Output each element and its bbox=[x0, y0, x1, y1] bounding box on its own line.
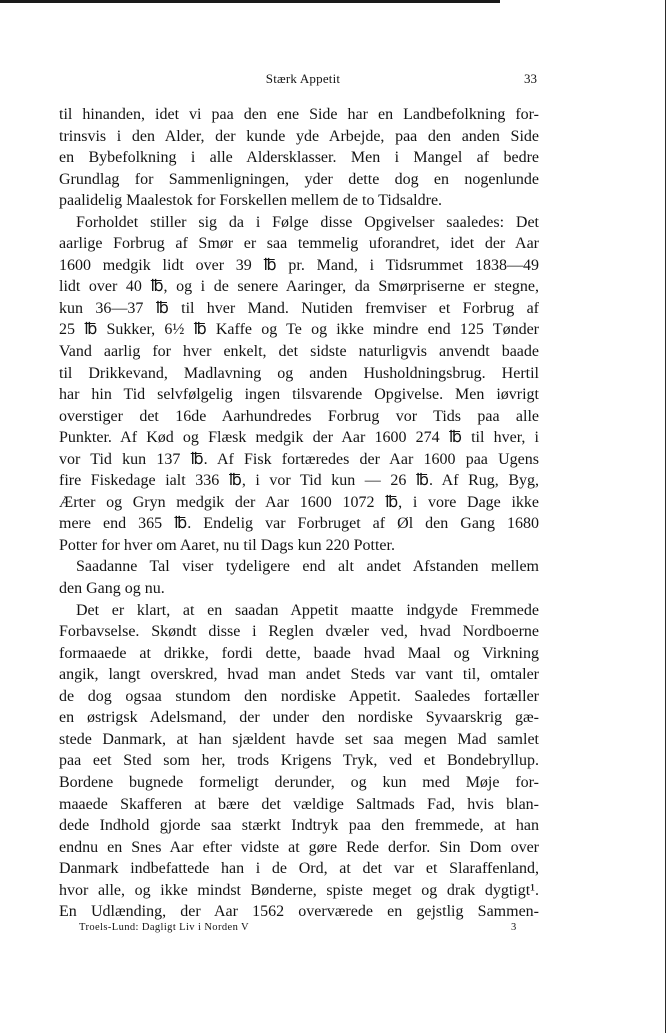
text-line: mere end 365 ℔. Endelig var Forbruget af Øl den Gang 1680 bbox=[59, 515, 539, 533]
text-line: angik, langt overskred, hvad man andet Steds var vant til, omtaler bbox=[59, 666, 539, 684]
text-line: formaaede at drikke, fordi dette, baade hvad Maal og Virkning bbox=[59, 644, 539, 662]
text-line: Potter for hver om Aaret, nu til Dags kun 220 Potter. bbox=[59, 536, 395, 554]
text-line: aarlige Forbrug af Smør er saa temmelig uforandret, idet der Aar bbox=[59, 235, 539, 253]
text-line: En Udlænding, der Aar 1562 overværede en gejstlig Sammen- bbox=[59, 903, 539, 921]
text-line: paalidelig Maalestok for Forskellen mellem de to Tidsaldre. bbox=[59, 192, 443, 210]
text-line: til hinanden, idet vi paa den ene Side har en Landbefolkning for- bbox=[59, 106, 539, 123]
text-line: hvor alle, og ikke mindst Bønderne, spiste meget og drak dygtigt¹. bbox=[59, 881, 539, 899]
text-line: lidt over 40 ℔, og i de senere Aaringer, da Smørpriserne er stegne, bbox=[59, 278, 539, 296]
text-line: Forholdet stiller sig da i Følge disse Opgivelser saaledes: Det bbox=[76, 213, 539, 231]
text-line: vor Tid kun 137 ℔. Af Fisk fortæredes der Aar 1600 paa Ugens bbox=[59, 450, 539, 468]
text-line: Punkter. Af Kød og Flæsk medgik der Aar 1600 274 ℔ til hver, i bbox=[59, 429, 539, 447]
text-line: Forbavselse. Skøndt disse i Reglen dvæler ved, hvad Nordboerne bbox=[59, 623, 539, 641]
body-text bbox=[59, 104, 539, 923]
text-line: til Drikkevand, Madlavning og anden Husholdningsbrug. Hertil bbox=[59, 364, 539, 382]
running-title: Stærk Appetit bbox=[265, 71, 341, 86]
footer-signature-mark: 3 bbox=[511, 922, 517, 933]
page-edge-rule bbox=[665, 0, 666, 1033]
text-line: maaede Skafferen at bære det vældige Saltmads Fad, hvis blan- bbox=[59, 795, 539, 813]
text-line: paa eet Sted som her, trods Krigens Tryk, ved et Bondebryllup. bbox=[59, 752, 539, 770]
text-line: 25 ℔ Sukker, 6½ ℔ Kaffe og Te og ikke mindre end 125 Tønder bbox=[59, 321, 539, 339]
text-line: overstiger det 16de Aarhundredes Forbrug vor Tids paa alle bbox=[59, 407, 539, 425]
text-line: 1600 medgik lidt over 39 ℔ pr. Mand, i Tidsrummet 1838—49 bbox=[59, 256, 539, 274]
text-line: fire Fiskedage ialt 336 ℔, i vor Tid kun — 26 ℔. Af Rug, Byg, bbox=[59, 472, 539, 490]
text-line: Danmark indbefattede han i de Ord, at det var et Slaraffenland, bbox=[59, 860, 539, 878]
text-line: de dog ogsaa stundom den nordiske Appetit. Saaledes fortæller bbox=[59, 687, 539, 705]
text-line: Bordene bugnede formeligt derunder, og kun med Møje for- bbox=[59, 773, 539, 791]
page-number: 33 bbox=[524, 71, 537, 86]
text-line: Vand aarlig for hver enkelt, det sidste naturligvis anvendt baade bbox=[59, 343, 539, 361]
text-line: Det er klart, at en saadan Appetit maatte indgyde Fremmede bbox=[76, 601, 539, 619]
footer-author-line: Troels-Lund: Dagligt Liv i Norden V bbox=[79, 922, 250, 933]
top-border-rule bbox=[0, 0, 500, 3]
text-line: endnu en Snes Aar efter vidste at gøre Rede derfor. Sin Dom over bbox=[59, 838, 539, 856]
text-line: Ærter og Gryn medgik der Aar 1600 1072 ℔, i vore Dage ikke bbox=[59, 493, 539, 511]
text-line: trinsvis i den Alder, der kunde yde Arbejde, paa den anden Side bbox=[59, 127, 539, 145]
text-line: en østrigsk Adelsmand, der under den nordiske Syvaarskrig gæ- bbox=[59, 709, 539, 727]
text-line: har hin Tid selvfølgelig ingen tilsvarende Opgivelse. Men iøvrigt bbox=[59, 386, 539, 404]
text-line: Saadanne Tal viser tydeligere end alt andet Afstanden mellem bbox=[76, 558, 539, 576]
text-line: en Bybefolkning i alle Aldersklasser. Men i Mangel af bedre bbox=[59, 149, 539, 167]
text-line: Grundlag for Sammenligningen, yder dette dog en nogenlunde bbox=[59, 170, 539, 188]
text-line: kun 36—37 ℔ til hver Mand. Nutiden fremviser et Forbrug af bbox=[59, 299, 539, 317]
text-line: dede Indhold gjorde saa stærkt Indtryk paa den fremmede, at han bbox=[59, 817, 539, 835]
text-line: stede Danmark, at han sjældent havde set saa megen Mad samlet bbox=[59, 730, 539, 748]
text-line: den Gang og nu. bbox=[59, 580, 165, 598]
